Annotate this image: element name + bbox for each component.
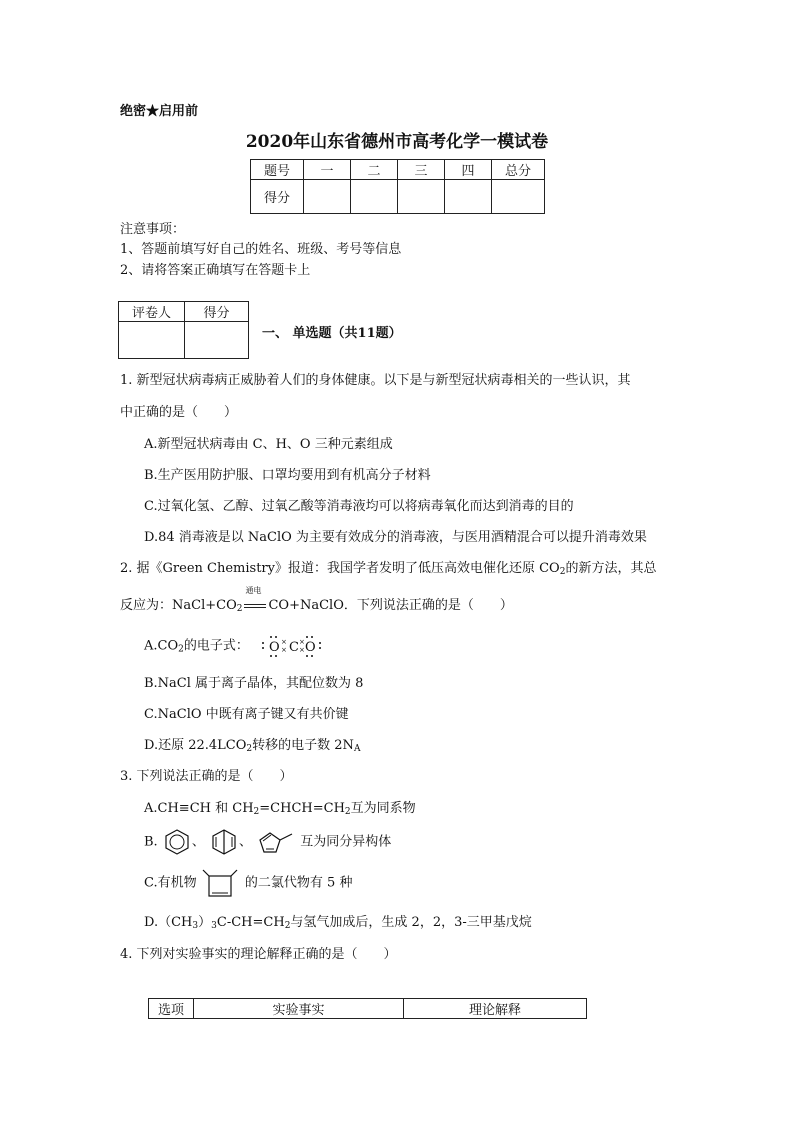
score-table <box>250 159 545 214</box>
question-stem <box>120 557 656 577</box>
option-text: C-CH=CH <box>216 915 285 930</box>
option-text: ） <box>198 915 212 930</box>
subscript: 3 <box>211 921 217 931</box>
stem-text: 的新方法，其总 <box>565 561 657 576</box>
score-row-label: 得分 <box>251 180 304 214</box>
grader-cell[interactable] <box>119 322 185 359</box>
option-text: 互为同分异构体 <box>300 834 392 850</box>
grader-header: 评卷人 <box>119 302 185 322</box>
option-text: 、 <box>238 834 252 850</box>
methylcyclopentadiene-icon <box>256 828 296 856</box>
grader-cell[interactable] <box>185 322 249 359</box>
reaction-line <box>120 585 513 614</box>
option-c[interactable]: C.NaClO 中既有离子键又有共价键 <box>144 707 349 722</box>
subscript: 2 <box>559 567 566 577</box>
score-cell[interactable] <box>398 180 445 214</box>
score-cell-header: 题号 <box>251 160 304 180</box>
option-text: 互为同系物 <box>350 801 416 816</box>
option-a[interactable]: A.新型冠状病毒由 C、H、O 三种元素组成 <box>144 437 393 452</box>
notes-item: 2、请将答案正确填写在答题卡上 <box>120 263 311 278</box>
notes-item: 1、答题前填写好自己的姓名、班级、考号等信息 <box>120 242 402 257</box>
option-b[interactable]: B.NaCl 属于离子晶体，其配位数为 8 <box>144 676 364 691</box>
subscript: 2 <box>284 921 291 931</box>
option-c[interactable] <box>144 868 352 898</box>
svg-text:O: O <box>305 640 316 655</box>
option-text: B. <box>144 834 158 850</box>
grader-table <box>118 301 249 359</box>
option-text: 的二氯代物有 5 种 <box>244 875 353 891</box>
option-text: 转移的电子数 2N <box>252 738 354 753</box>
stem-text: 反应为：NaCl+CO <box>120 598 237 613</box>
subscript: 2 <box>246 744 253 754</box>
question-stem: 中正确的是（ ） <box>120 405 238 420</box>
option-text: D.还原 22.4LCO <box>144 738 247 753</box>
option-b[interactable] <box>144 828 391 856</box>
page-title: 2020年山东省德州市高考化学一模试卷 <box>245 132 549 152</box>
score-cell[interactable] <box>492 180 545 214</box>
subscript: 3 <box>192 921 199 931</box>
question-stem: 1. 新型冠状病毒病正威胁着人们的身体健康。以下是与新型冠状病毒相关的一些认识，其 <box>120 373 631 388</box>
grader-header: 得分 <box>185 302 249 322</box>
score-cell-header: 四 <box>445 160 492 180</box>
score-cell-header: 三 <box>398 160 445 180</box>
option-text: C.有机物 <box>144 875 197 891</box>
subscript: 2 <box>344 807 351 817</box>
svg-text:×: × <box>281 638 287 646</box>
subscript: A <box>353 744 361 754</box>
option-d[interactable] <box>144 911 532 931</box>
score-cell[interactable] <box>351 180 398 214</box>
subscript: 2 <box>236 604 243 614</box>
svg-text:×: × <box>299 646 305 654</box>
electron-formula-icon <box>253 633 325 659</box>
option-a[interactable] <box>144 797 416 817</box>
question-stem: 4. 下列对实验事实的理论解释正确的是（ ） <box>120 947 397 962</box>
stem-text: CO+NaClO．下列说法正确的是（ ） <box>268 598 513 613</box>
option-c[interactable]: C.过氧化氢、乙醇、过氧乙酸等消毒液均可以将病毒氧化而达到消毒的目的 <box>144 499 574 514</box>
svg-text:×: × <box>281 646 287 654</box>
svg-text:O: O <box>269 640 280 655</box>
option-b[interactable]: B.生产医用防护服、口罩均要用到有机高分子材料 <box>144 468 431 483</box>
subscript: 2 <box>253 807 260 817</box>
score-cell[interactable] <box>445 180 492 214</box>
q4-table <box>148 998 587 1019</box>
option-d[interactable] <box>144 734 360 754</box>
option-text: A.CH≡CH 和 CH <box>144 801 254 816</box>
subscript: 2 <box>178 644 184 655</box>
option-text: =CHCH=CH <box>259 801 345 816</box>
option-d[interactable]: D.84 消毒液是以 NaClO 为主要有效成分的消毒液，与医用酒精混合可以提升消毒效果 <box>144 530 647 545</box>
stem-text: 2. 据《Green Chemistry》报道：我国学者发明了低压高效电催化还原 CO <box>120 561 560 576</box>
svg-text:C: C <box>289 640 299 655</box>
option-text: D.（CH <box>144 915 193 930</box>
score-cell[interactable] <box>304 180 351 214</box>
score-cell-header: 总分 <box>492 160 545 180</box>
q4-table-header: 理论解释 <box>404 999 587 1019</box>
svg-text:×: × <box>299 638 305 646</box>
benzene-icon <box>162 828 192 856</box>
score-cell-header: 一 <box>304 160 351 180</box>
secret-label: 绝密★启用前 <box>120 104 199 119</box>
option-text: A.CO <box>144 638 179 654</box>
section-title: 一、 单选题（共11题） <box>262 326 402 341</box>
q4-table-header: 选项 <box>149 999 194 1019</box>
reaction-arrow <box>242 585 268 613</box>
condition-label: 通电 <box>245 585 262 595</box>
cyclobutene-icon <box>201 868 241 898</box>
dewar-benzene-icon <box>209 828 239 856</box>
notes-heading: 注意事项： <box>120 222 186 237</box>
q4-table-header: 实验事实 <box>194 999 404 1019</box>
question-stem: 3. 下列说法正确的是（ ） <box>120 769 293 784</box>
option-text: 、 <box>191 834 205 850</box>
score-cell-header: 二 <box>351 160 398 180</box>
option-a[interactable] <box>144 633 325 659</box>
option-text: 与氢气加成后，生成 2，2，3-三甲基戊烷 <box>290 915 532 930</box>
option-text: 的电子式： <box>183 638 249 654</box>
